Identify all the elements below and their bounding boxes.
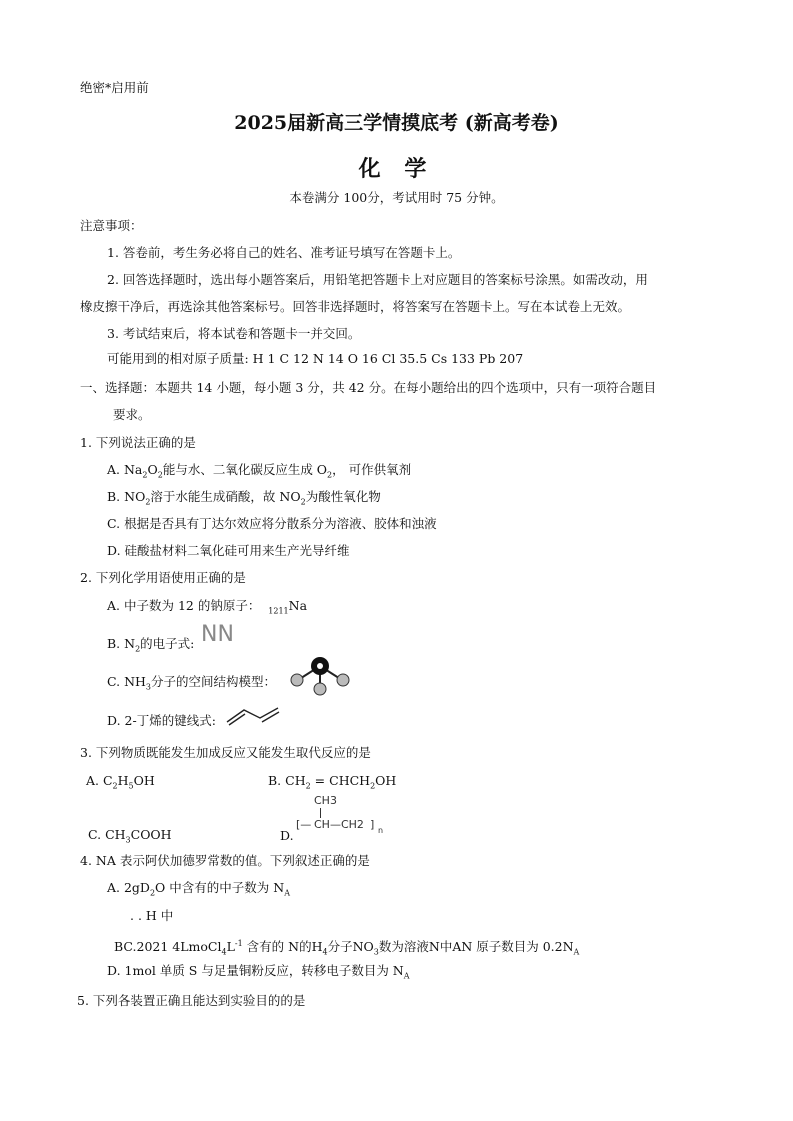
section1-line2: 要求。 [113,407,151,422]
q4-option-d: D. 1mol 单质 S 与足量铜粉反应，转移电子数目为 $N_A$ [107,963,410,981]
q2-option-d: D. 2-丁烯的键线式: [107,713,216,728]
q2-option-b: B. $N_2$的电子式: [107,636,195,654]
q3-option-b: B. $CH_2$ = $CHCH_2OH$ [268,773,397,791]
note-1: 1. 答卷前，考生务必将自己的姓名、准考证号填写在答题卡上。 [107,245,461,260]
q4-stem: 4. NA 表示阿伏加德罗常数的值。下列叙述正确的是 [80,853,370,868]
subject-title: 化 学 [358,156,435,182]
q5-stem: 5. 下列各装置正确且能达到实验目的的是 [77,993,306,1008]
exam-title: 2025届新高三学情摸底考 (新高考卷) [234,112,559,134]
atomic-masses: 可能用到的相对原子质量: H 1 C 12 N 14 O 16 Cl 35.5 Cs 133 Pb 207 [107,351,524,366]
note-2a: 2. 回答选择题时，选出每小题答案后，用铅笔把答题卡上对应题目的答案标号涂黑。如需改动，用 [107,272,648,287]
q3-option-c: C. $CH_3COOH$ [88,827,172,845]
q2-stem: 2. 下列化学用语使用正确的是 [80,570,246,585]
q2-option-c: C. $NH_3$分子的空间结构模型： [107,674,277,692]
notes-heading: 注意事项： [80,218,143,233]
confidential-label: 绝密*启用前 [80,80,149,95]
exam-info: 本卷满分 100分，考试用时 75 分钟。 [289,190,504,205]
q3-option-d: D. [280,828,294,843]
q4-garbled-line: . . H 中 [130,908,174,923]
q2-option-a: A. 中子数为 12 的钠原子： $_{1211}$Na [107,598,308,616]
n2-electron-formula: NN [201,622,234,647]
q4-option-a: A. $2gD_2O$ 中含有的中子数为 $N_A$ [107,880,290,898]
note-2b: 橡皮擦干净后，再选涂其他答案标号。回答非选择题时，将答案写在答题卡上。写在本试卷上无效。 [80,299,631,314]
q1-option-d: D. 硅酸盐材料二氧化硅可用来生产光导纤维 [107,543,350,558]
q1-option-a: A. $Na_2O_2$能与水、二氧化碳反应生成 $O_2$， 可作供氧剂 [107,462,412,480]
note-3: 3. 考试结束后，将本试卷和答题卡一并交回。 [107,326,361,341]
q1-option-c: C. 根据是否具有丁达尔效应将分散系分为溶液、胶体和浊液 [107,516,437,531]
q4-option-bc: BC.2021 $4LmoCl_4L^{-1}$ 含有的 N的$H_4$分子$NO_3$数为溶液N中AN 原子数目为 $0.2N_A$ [114,939,580,957]
q3-option-a: A. $C_2H_5OH$ [86,773,155,791]
section1-line1: 一、选择题：本题共 14 小题，每小题 3 分，共 42 分。在每小题给出的四个选项中，只有一项符合题目 [80,380,657,395]
2-butene-skeletal-image [224,704,282,726]
q1-option-b: B. $NO_2$溶于水能生成硝酸，故 $NO_2$为酸性氧化物 [107,489,381,507]
q3-stem: 3. 下列物质既能发生加成反应又能发生取代反应的是 [80,745,371,760]
polypropylene-structure: CH3 [— CH—CH2 ] n [296,794,384,835]
nh3-model-image [284,654,354,698]
q1-stem: 1. 下列说法正确的是 [80,435,196,450]
